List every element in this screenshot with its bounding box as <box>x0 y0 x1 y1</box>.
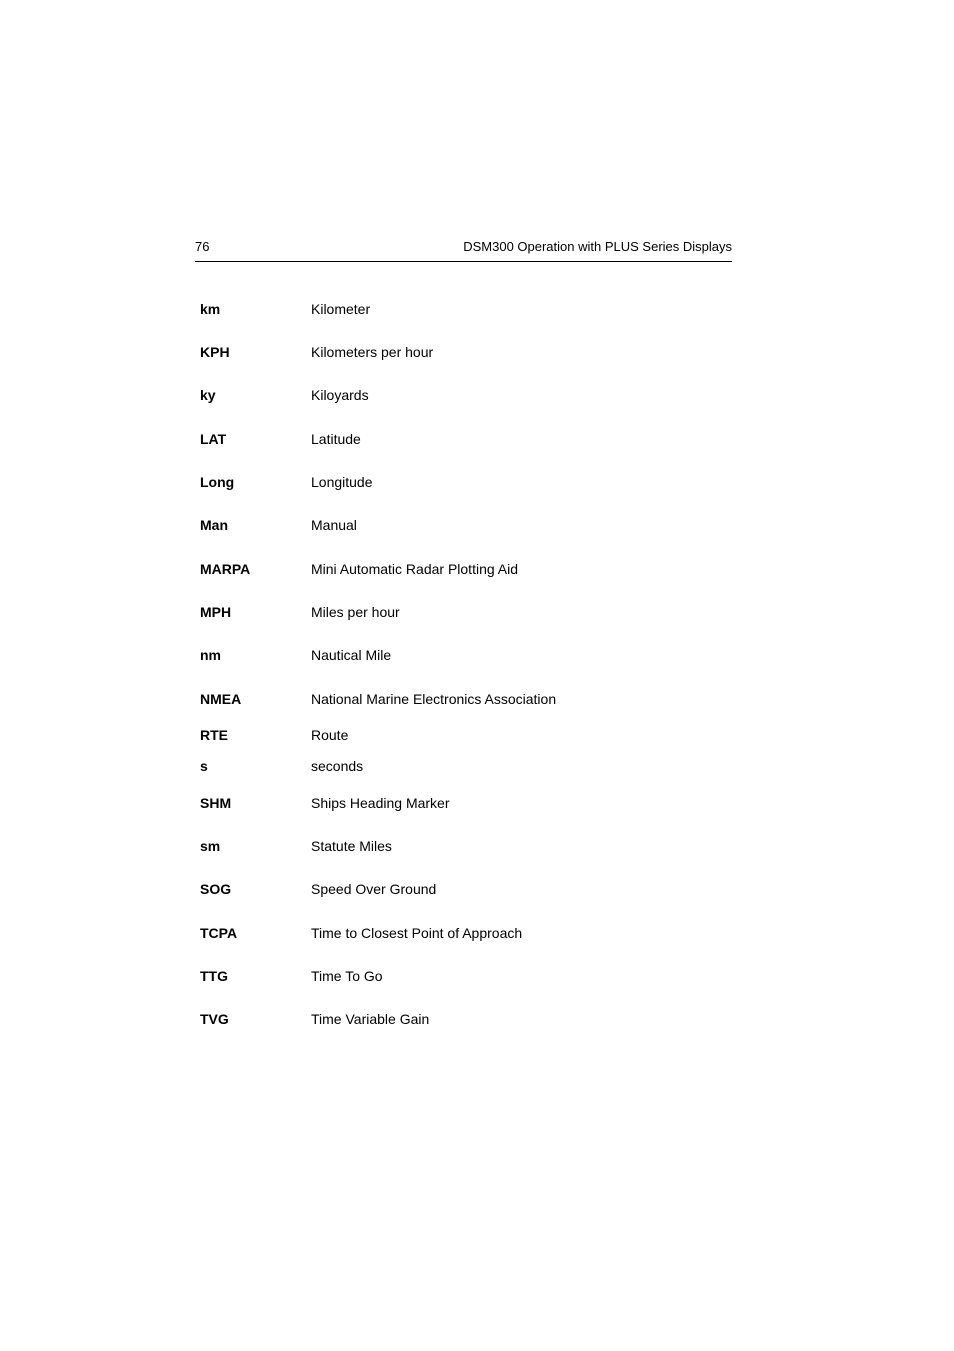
abbreviation-term: s <box>200 758 208 774</box>
abbreviation-entry <box>200 836 732 856</box>
abbreviation-definition: Manual <box>311 517 357 533</box>
abbreviation-term: nm <box>200 647 221 663</box>
abbreviation-term: Man <box>200 517 228 533</box>
abbreviation-entry <box>200 725 732 745</box>
abbreviation-entry <box>200 429 732 449</box>
abbreviation-entry <box>200 472 732 492</box>
abbreviation-term: LAT <box>200 431 227 447</box>
abbreviation-term: SHM <box>200 795 232 811</box>
abbreviation-definition: Kiloyards <box>311 387 369 403</box>
abbreviation-definition: Kilometers per hour <box>311 344 434 360</box>
abbreviation-term: TVG <box>200 1011 229 1027</box>
abbreviation-entry <box>200 385 732 405</box>
abbreviation-entry <box>200 756 732 776</box>
abbreviation-term: ky <box>200 387 216 403</box>
abbreviation-definition: Longitude <box>311 474 373 490</box>
abbreviation-definition: Time Variable Gain <box>311 1011 430 1027</box>
abbreviation-term: km <box>200 301 221 317</box>
abbreviation-entry <box>200 515 732 535</box>
abbreviation-entry <box>200 689 732 709</box>
abbreviation-definition: Miles per hour <box>311 604 400 620</box>
abbreviation-term: SOG <box>200 881 232 897</box>
page-header <box>195 237 732 262</box>
abbreviation-definition: Time To Go <box>311 968 383 984</box>
document-title: DSM300 Operation with PLUS Series Displays <box>463 239 732 254</box>
abbreviation-term: NMEA <box>200 691 242 707</box>
abbreviation-entry <box>200 966 732 986</box>
abbreviation-term: MPH <box>200 604 232 620</box>
abbreviation-entry <box>200 793 732 813</box>
abbreviation-definition: Latitude <box>311 431 361 447</box>
abbreviation-definition: Nautical Mile <box>311 647 392 663</box>
abbreviation-term: KPH <box>200 344 230 360</box>
abbreviation-definition: Mini Automatic Radar Plotting Aid <box>311 561 518 577</box>
abbreviation-term: TTG <box>200 968 228 984</box>
abbreviation-entry <box>200 342 732 362</box>
abbreviation-definition: seconds <box>311 758 364 774</box>
abbreviation-definition: Speed Over Ground <box>311 881 437 897</box>
abbreviation-term: sm <box>200 838 221 854</box>
abbreviation-term: RTE <box>200 727 228 743</box>
abbreviation-entry <box>200 1009 732 1029</box>
abbreviation-entry <box>200 879 732 899</box>
abbreviation-definition: Statute Miles <box>311 838 392 854</box>
abbreviation-term: TCPA <box>200 925 238 941</box>
abbreviation-entry <box>200 299 732 319</box>
abbreviation-definition: National Marine Electronics Association <box>311 691 557 707</box>
abbreviation-entry <box>200 602 732 622</box>
abbreviation-term: MARPA <box>200 561 251 577</box>
abbreviation-entry <box>200 923 732 943</box>
abbreviation-entry <box>200 645 732 665</box>
abbreviation-definition: Route <box>311 727 349 743</box>
page-number: 76 <box>195 239 210 254</box>
abbreviation-entry <box>200 559 732 579</box>
abbreviation-definition: Ships Heading Marker <box>311 795 450 811</box>
abbreviation-definition: Kilometer <box>311 301 371 317</box>
abbreviation-definition: Time to Closest Point of Approach <box>311 925 523 941</box>
abbreviation-term: Long <box>200 474 235 490</box>
